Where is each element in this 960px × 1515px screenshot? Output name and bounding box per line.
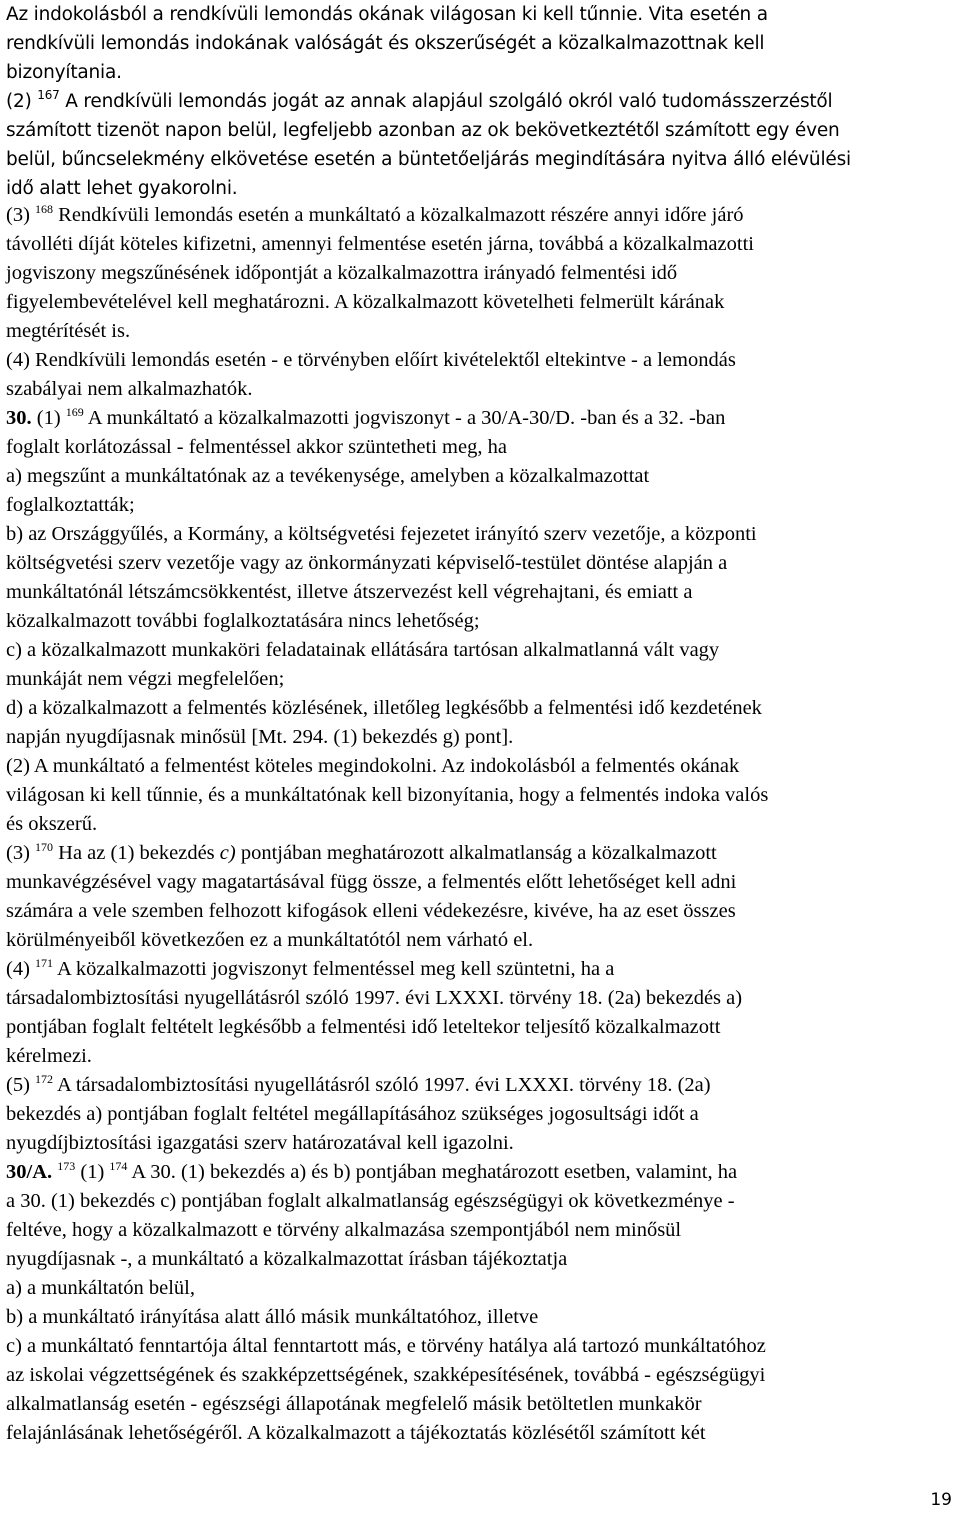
text-run: pontjában meghatározott alkalmatlanság a közalkalmazott bbox=[235, 842, 717, 864]
text-line: nyugdíjasnak -, a munkáltató a közalkalmazottat írásban tájékoztatja bbox=[6, 1248, 568, 1270]
text-line: nyugdíjbiztosítási igazgatási szerv határozatával kell igazolni. bbox=[6, 1132, 514, 1154]
footnote-ref: 169 bbox=[65, 405, 84, 419]
list-item-c: c) a munkáltató fenntartója által fenntartott más, e törvény hatálya alá tartozó munkáltatóhoz bbox=[6, 1335, 766, 1357]
text-run: Ha az (1) bekezdés bbox=[58, 842, 220, 864]
list-item-c: c) a közalkalmazott munkaköri feladatainak ellátására tartósan alkalmatlanná vált vagy bbox=[6, 639, 720, 661]
text-line: figyelembevételével kell meghatározni. A közalkalmazott követelheti felmerült kárának bbox=[6, 291, 725, 313]
page-number: 19 bbox=[930, 1490, 952, 1510]
footnote-ref: 168 bbox=[35, 202, 54, 216]
list-item-b: b) az Országgyűlés, a Kormány, a költségvetési fejezetet irányító szerv vezetője, a központi bbox=[6, 523, 757, 545]
footnote-ref: 174 bbox=[109, 1159, 128, 1173]
footnote-ref: 172 bbox=[35, 1072, 54, 1086]
text-line: világosan ki kell tűnnie, és a munkáltatónak kell bizonyítania, hogy a felmentés indoka valós bbox=[6, 784, 769, 806]
footnote-ref: 173 bbox=[57, 1159, 76, 1173]
text-line: kérelmezi. bbox=[6, 1045, 92, 1067]
text-line: (2) A munkáltató a felmentést köteles megindokolni. Az indokolásból a felmentés okának bbox=[6, 755, 740, 777]
text-line: Az indokolásból a rendkívüli lemondás okának világosan ki kell tűnnie. Vita esetén a bbox=[6, 4, 768, 25]
text-line: alkalmatlanság esetén - egészségi állapotának megfelelő másik betöltetlen munkakör bbox=[6, 1393, 702, 1415]
text-line: foglalkoztatták; bbox=[6, 494, 135, 516]
paragraph-number: (4) bbox=[6, 958, 30, 980]
text-line: távolléti díját köteles kifizetni, amennyi felmentése esetén járna, továbbá a közalkalmazotti bbox=[6, 233, 754, 255]
text-line: költségvetési szerv vezetője vagy az önkormányzati képviselő-testület döntése alapján a bbox=[6, 552, 728, 574]
paragraph-number: (1) bbox=[80, 1161, 105, 1183]
text-line: a 30. (1) bekezdés c) pontjában foglalt alkalmatlanság egészségügyi ok következménye - bbox=[6, 1190, 735, 1212]
footnote-ref: 171 bbox=[35, 956, 54, 970]
list-item-d: d) a közalkalmazott a felmentés közlésének, illetőleg legkésőbb a felmentési idő kezdetének bbox=[6, 697, 762, 719]
text-line: munkáltatónál létszámcsökkentést, illetve átszervezést kell végrehajtani, és emiatt a bbox=[6, 581, 693, 603]
text-line: körülményeiből következően ez a munkáltatótól nem várható el. bbox=[6, 929, 534, 951]
paragraph-number: (1) bbox=[36, 407, 61, 429]
text-line: és okszerű. bbox=[6, 813, 98, 835]
paragraph-29-3-line bbox=[6, 201, 744, 230]
text-line: számára a vele szemben felhozott kifogások elleni védekezésre, kivéve, ha az eset összes bbox=[6, 900, 736, 922]
text-line: feltéve, hogy a közalkalmazott e törvény alkalmazása szempontjából nem minősül bbox=[6, 1219, 682, 1241]
text-run: A rendkívüli lemondás jogát az annak alapjául szolgáló okról való tudomásszerzéstől bbox=[65, 91, 833, 112]
paragraph-30-4-line bbox=[6, 955, 614, 984]
text-run: A közalkalmazotti jogviszonyt felmentéssel meg kell szüntetni, ha a bbox=[57, 958, 615, 980]
paragraph-29-2-line bbox=[6, 87, 833, 116]
paragraph-number: (2) bbox=[6, 91, 32, 112]
text-line: pontjában foglalt feltételt legkésőbb a felmentési idő leteltekor teljesítő közalkalmazott bbox=[6, 1016, 721, 1038]
section-30-first-line bbox=[6, 404, 725, 433]
text-line: foglalt korlátozással - felmentéssel akkor szüntetheti meg, ha bbox=[6, 436, 507, 458]
footnote-ref: 170 bbox=[35, 840, 54, 854]
paragraph-30-3-line bbox=[6, 839, 717, 868]
text-line: közalkalmazott további foglalkoztatására nincs lehetőség; bbox=[6, 610, 480, 632]
section-heading: 30/A. bbox=[6, 1161, 53, 1183]
text-line: számított tizenöt napon belül, legfeljebb azonban az ok bekövetkeztétől számított egy éven bbox=[6, 120, 840, 141]
text-line: felajánlásának lehetőségéről. A közalkalmazott a tájékoztatás közlésétől számított két bbox=[6, 1422, 706, 1444]
text-line: rendkívüli lemondás indokának valóságát és okszerűségét a közalkalmazottnak kell bbox=[6, 33, 765, 54]
text-run: A társadalombiztosítási nyugellátásról szóló 1997. évi LXXXI. törvény 18. (2a) bbox=[57, 1074, 711, 1096]
text-line: idő alatt lehet gyakorolni. bbox=[6, 178, 238, 199]
text-line: munkavégzésével vagy magatartásával függ össze, a felmentés előtt lehetőséget kell adni bbox=[6, 871, 737, 893]
text-line: az iskolai végzettségének és szakképzettségének, szakképesítésének, továbbá - egészségügyi bbox=[6, 1364, 766, 1386]
paragraph-number: (3) bbox=[6, 204, 30, 226]
paragraph-number: (5) bbox=[6, 1074, 30, 1096]
footnote-ref: 167 bbox=[37, 88, 60, 102]
text-line: szabályai nem alkalmazhatók. bbox=[6, 378, 253, 400]
text-line: munkáját nem végzi megfelelően; bbox=[6, 668, 285, 690]
text-line: bizonyítania. bbox=[6, 62, 122, 83]
italic-ref: c) bbox=[219, 842, 236, 864]
text-run: A 30. (1) bekezdés a) és b) pontjában meghatározott esetben, valamint, ha bbox=[131, 1161, 738, 1183]
text-line: napján nyugdíjasnak minősül [Mt. 294. (1) bekezdés g) pont]. bbox=[6, 726, 514, 748]
list-item-b: b) a munkáltató irányítása alatt álló másik munkáltatóhoz, illetve bbox=[6, 1306, 539, 1328]
paragraph-30-5-line bbox=[6, 1071, 711, 1100]
section-heading: 30. bbox=[6, 407, 32, 429]
text-line: megtérítését is. bbox=[6, 320, 131, 342]
paragraph-number: (3) bbox=[6, 842, 30, 864]
text-line: társadalombiztosítási nyugellátásról szóló 1997. évi LXXXI. törvény 18. (2a) bekezdés a) bbox=[6, 987, 743, 1009]
list-item-a: a) megszűnt a munkáltatónak az a tevékenysége, amelyben a közalkalmazottat bbox=[6, 465, 650, 487]
text-run: Rendkívüli lemondás esetén a munkáltató a közalkalmazott részére annyi időre járó bbox=[58, 204, 744, 226]
section-30a-first-line bbox=[6, 1158, 737, 1187]
text-line: (4) Rendkívüli lemondás esetén - e törvényben előírt kivételektől eltekintve - a lemondás bbox=[6, 349, 736, 371]
text-line: jogviszony megszűnésének időpontját a közalkalmazottra irányadó felmentési idő bbox=[6, 262, 678, 284]
text-run: A munkáltató a közalkalmazotti jogviszonyt - a 30/A-30/D. -ban és a 32. -ban bbox=[87, 407, 726, 429]
text-line: belül, bűncselekmény elkövetése esetén a büntetőeljárás megindítására nyitva álló elévülési bbox=[6, 149, 851, 170]
text-line: bekezdés a) pontjában foglalt feltétel megállapításához szükséges jogosultsági időt a bbox=[6, 1103, 699, 1125]
list-item-a: a) a munkáltatón belül, bbox=[6, 1277, 195, 1299]
